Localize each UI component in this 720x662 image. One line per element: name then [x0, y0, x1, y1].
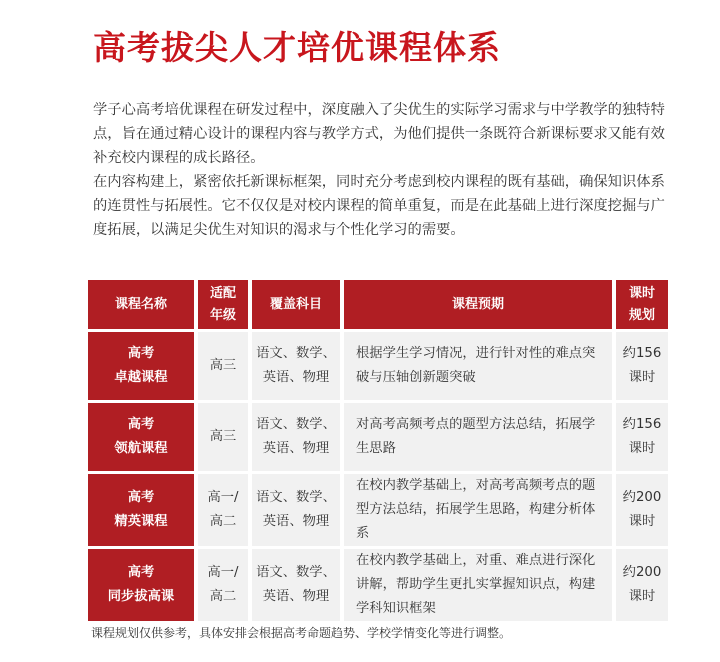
header-grade: 适配 年级	[198, 280, 248, 329]
header-hours: 课时 规划	[616, 280, 668, 329]
header-expectation: 课程预期	[344, 280, 612, 329]
footnote: 课程规划仅供参考，具体安排会根据高考命题趋势、学校学情变化等进行调整。	[91, 626, 512, 640]
course-name-cell: 高考 卓越课程	[88, 332, 194, 400]
grade-cell: 高三	[198, 403, 248, 471]
hours-cell: 约200 课时	[616, 474, 668, 546]
intro-text	[93, 98, 675, 242]
hours-cell: 约156 课时	[616, 403, 668, 471]
intro-paragraph-2: 在内容构建上，紧密依托新课标框架，同时充分考虑到校内课程的既有基础，确保知识体系的连贯性与拓展性。它不仅仅是对校内课程的简单重复，而是在此基础上进行深度挖掘与广度拓展，以满足尖优生对知识的渴求与个性化学习的需要。	[93, 174, 665, 238]
course-name-cell: 高考 同步拔高课	[88, 549, 194, 621]
hours-cell: 约200 课时	[616, 549, 668, 621]
table-row	[88, 332, 668, 400]
course-name-cell: 高考 领航课程	[88, 403, 194, 471]
table-header-row	[88, 280, 668, 329]
grade-cell: 高一/ 高二	[198, 549, 248, 621]
expectation-cell: 根据学生学习情况，进行针对性的难点突破与压轴创新题突破	[344, 332, 612, 400]
header-subjects: 覆盖科目	[252, 280, 340, 329]
subjects-cell: 语文、数学、 英语、物理	[252, 332, 340, 400]
subjects-cell: 语文、数学、 英语、物理	[252, 474, 340, 546]
intro-paragraph-1: 学子心高考培优课程在研发过程中，深度融入了尖优生的实际学习需求与中学教学的独特特点，旨在通过精心设计的课程内容与教学方式，为他们提供一条既符合新课标要求又能有效补充校内课程的成长路径。	[93, 102, 665, 166]
grade-cell: 高一/ 高二	[198, 474, 248, 546]
expectation-cell: 对高考高频考点的题型方法总结，拓展学生思路	[344, 403, 612, 471]
table-row	[88, 549, 668, 621]
header-course-name: 课程名称	[88, 280, 194, 329]
table-row	[88, 474, 668, 546]
course-table	[84, 277, 672, 624]
course-name-cell: 高考 精英课程	[88, 474, 194, 546]
expectation-cell: 在校内教学基础上，对高考高频考点的题型方法总结，拓展学生思路，构建分析体系	[344, 474, 612, 546]
expectation-cell: 在校内教学基础上，对重、难点进行深化讲解，帮助学生更扎实掌握知识点，构建学科知识框架	[344, 549, 612, 621]
page-title: 高考拔尖人才培优课程体系	[93, 28, 501, 67]
table-row	[88, 403, 668, 471]
subjects-cell: 语文、数学、 英语、物理	[252, 549, 340, 621]
grade-cell: 高三	[198, 332, 248, 400]
subjects-cell: 语文、数学、 英语、物理	[252, 403, 340, 471]
hours-cell: 约156 课时	[616, 332, 668, 400]
